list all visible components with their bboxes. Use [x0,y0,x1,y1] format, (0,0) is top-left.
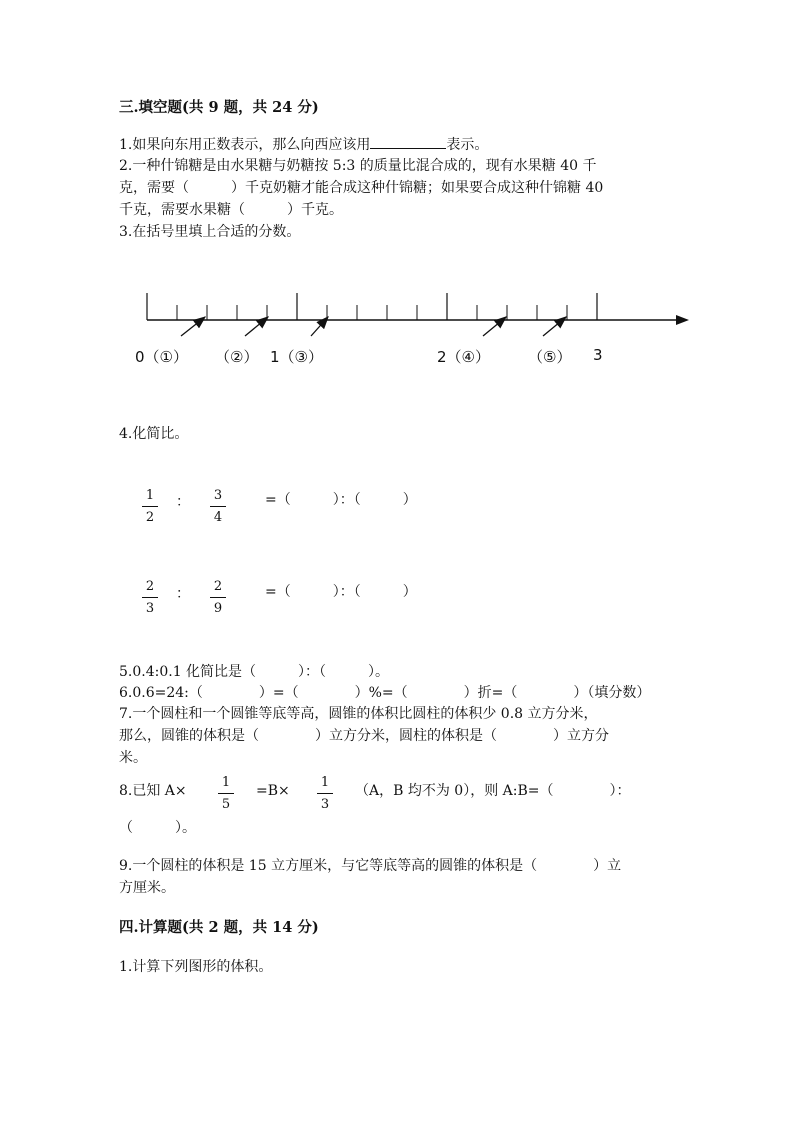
numerator: 1 [221,775,231,790]
axis-arrow-icon [676,315,689,325]
question-9-line-1: 9.一个圆柱的体积是 15 立方厘米，与它等底等高的圆锥的体积是（ ）立 [119,858,622,874]
fraction-bar [142,597,158,598]
question-3: 3.在括号里填上合适的分数。 [119,224,301,240]
fraction-3-4 [210,488,226,525]
denominator: 3 [145,601,155,616]
question-8-start: 8.已知 A× [119,783,187,799]
question-1-tail: 表示。 [446,137,489,153]
fraction-bar [218,793,234,794]
question-2-line-2: 克，需要（ ）千克奶糖才能合成这种什锦糖；如果要合成这种什锦糖 40 [119,180,604,196]
number-line-label-0: 0（①） [135,348,188,366]
numerator: 2 [145,579,155,594]
fraction-1-2 [142,488,158,525]
fraction-2-9 [210,579,226,616]
denominator: 9 [213,601,223,616]
section-4-heading: 四.计算题(共 2 题，共 14 分) [119,919,319,936]
question-5: 5.0.4:0.1 化简比是（ ）：（ ）。 [119,664,390,680]
ratio-answer-1[interactable]: =（ ）：（ ） [265,492,417,508]
question-7-line-1: 7.一个圆柱和一个圆锥等底等高，圆锥的体积比圆柱的体积少 0.8 立方分米， [119,706,598,722]
question-4-title: 4.化简比。 [119,426,189,442]
question-7-line-2: 那么，圆锥的体积是（ ）立方分米，圆柱的体积是（ ）立方分 [119,728,609,744]
question-6: 6.0.6=24:（ ）=（ ）%=（ ）折=（ ）（填分数） [119,685,651,701]
question-8-middle: =B× [256,783,290,799]
question-8-line-2: （ ）。 [119,820,196,836]
denominator: 3 [320,797,330,812]
question-2-line-3: 千克，需要水果糖（ ）千克。 [119,202,343,218]
numerator: 2 [213,579,223,594]
ratio-answer-2[interactable]: =（ ）：（ ） [265,584,417,600]
ratio-colon: ： [176,586,190,602]
ratio-colon: ： [176,494,190,510]
number-line-label-3: 3 [593,346,603,364]
question-7-line-3: 米。 [119,750,147,766]
number-line [0,0,794,400]
section-4-question-1: 1.计算下列图形的体积。 [119,959,273,975]
numerator: 1 [320,775,330,790]
denominator: 5 [221,797,231,812]
fraction-bar [210,506,226,507]
fraction-bar [210,597,226,598]
question-2-line-1: 2.一种什锦糖是由水果糖与奶糖按 5:3 的质量比混合成的，现有水果糖 40 千 [119,158,597,174]
number-line-label-1: 1（③） [270,348,323,366]
number-line-label-4: 2（④） [437,348,490,366]
section-3-heading: 三.填空题(共 9 题，共 24 分) [119,99,319,116]
question-9-line-2: 方厘米。 [119,880,175,896]
fraction-bar [142,506,158,507]
fraction-1-5 [218,775,234,812]
number-line-label-2: （②） [215,348,259,366]
fraction-1-3 [317,775,333,812]
question-1-text: 1.如果向东用正数表示，那么向西应该用 [119,137,371,153]
fraction-2-3 [142,579,158,616]
numerator: 1 [145,488,155,503]
fraction-bar [317,793,333,794]
question-8-end: （A，B 均不为 0），则 A:B=（ ）： [355,783,631,799]
denominator: 2 [145,510,155,525]
denominator: 4 [213,510,223,525]
numerator: 3 [213,488,223,503]
number-line-label-5: （⑤） [528,348,572,366]
